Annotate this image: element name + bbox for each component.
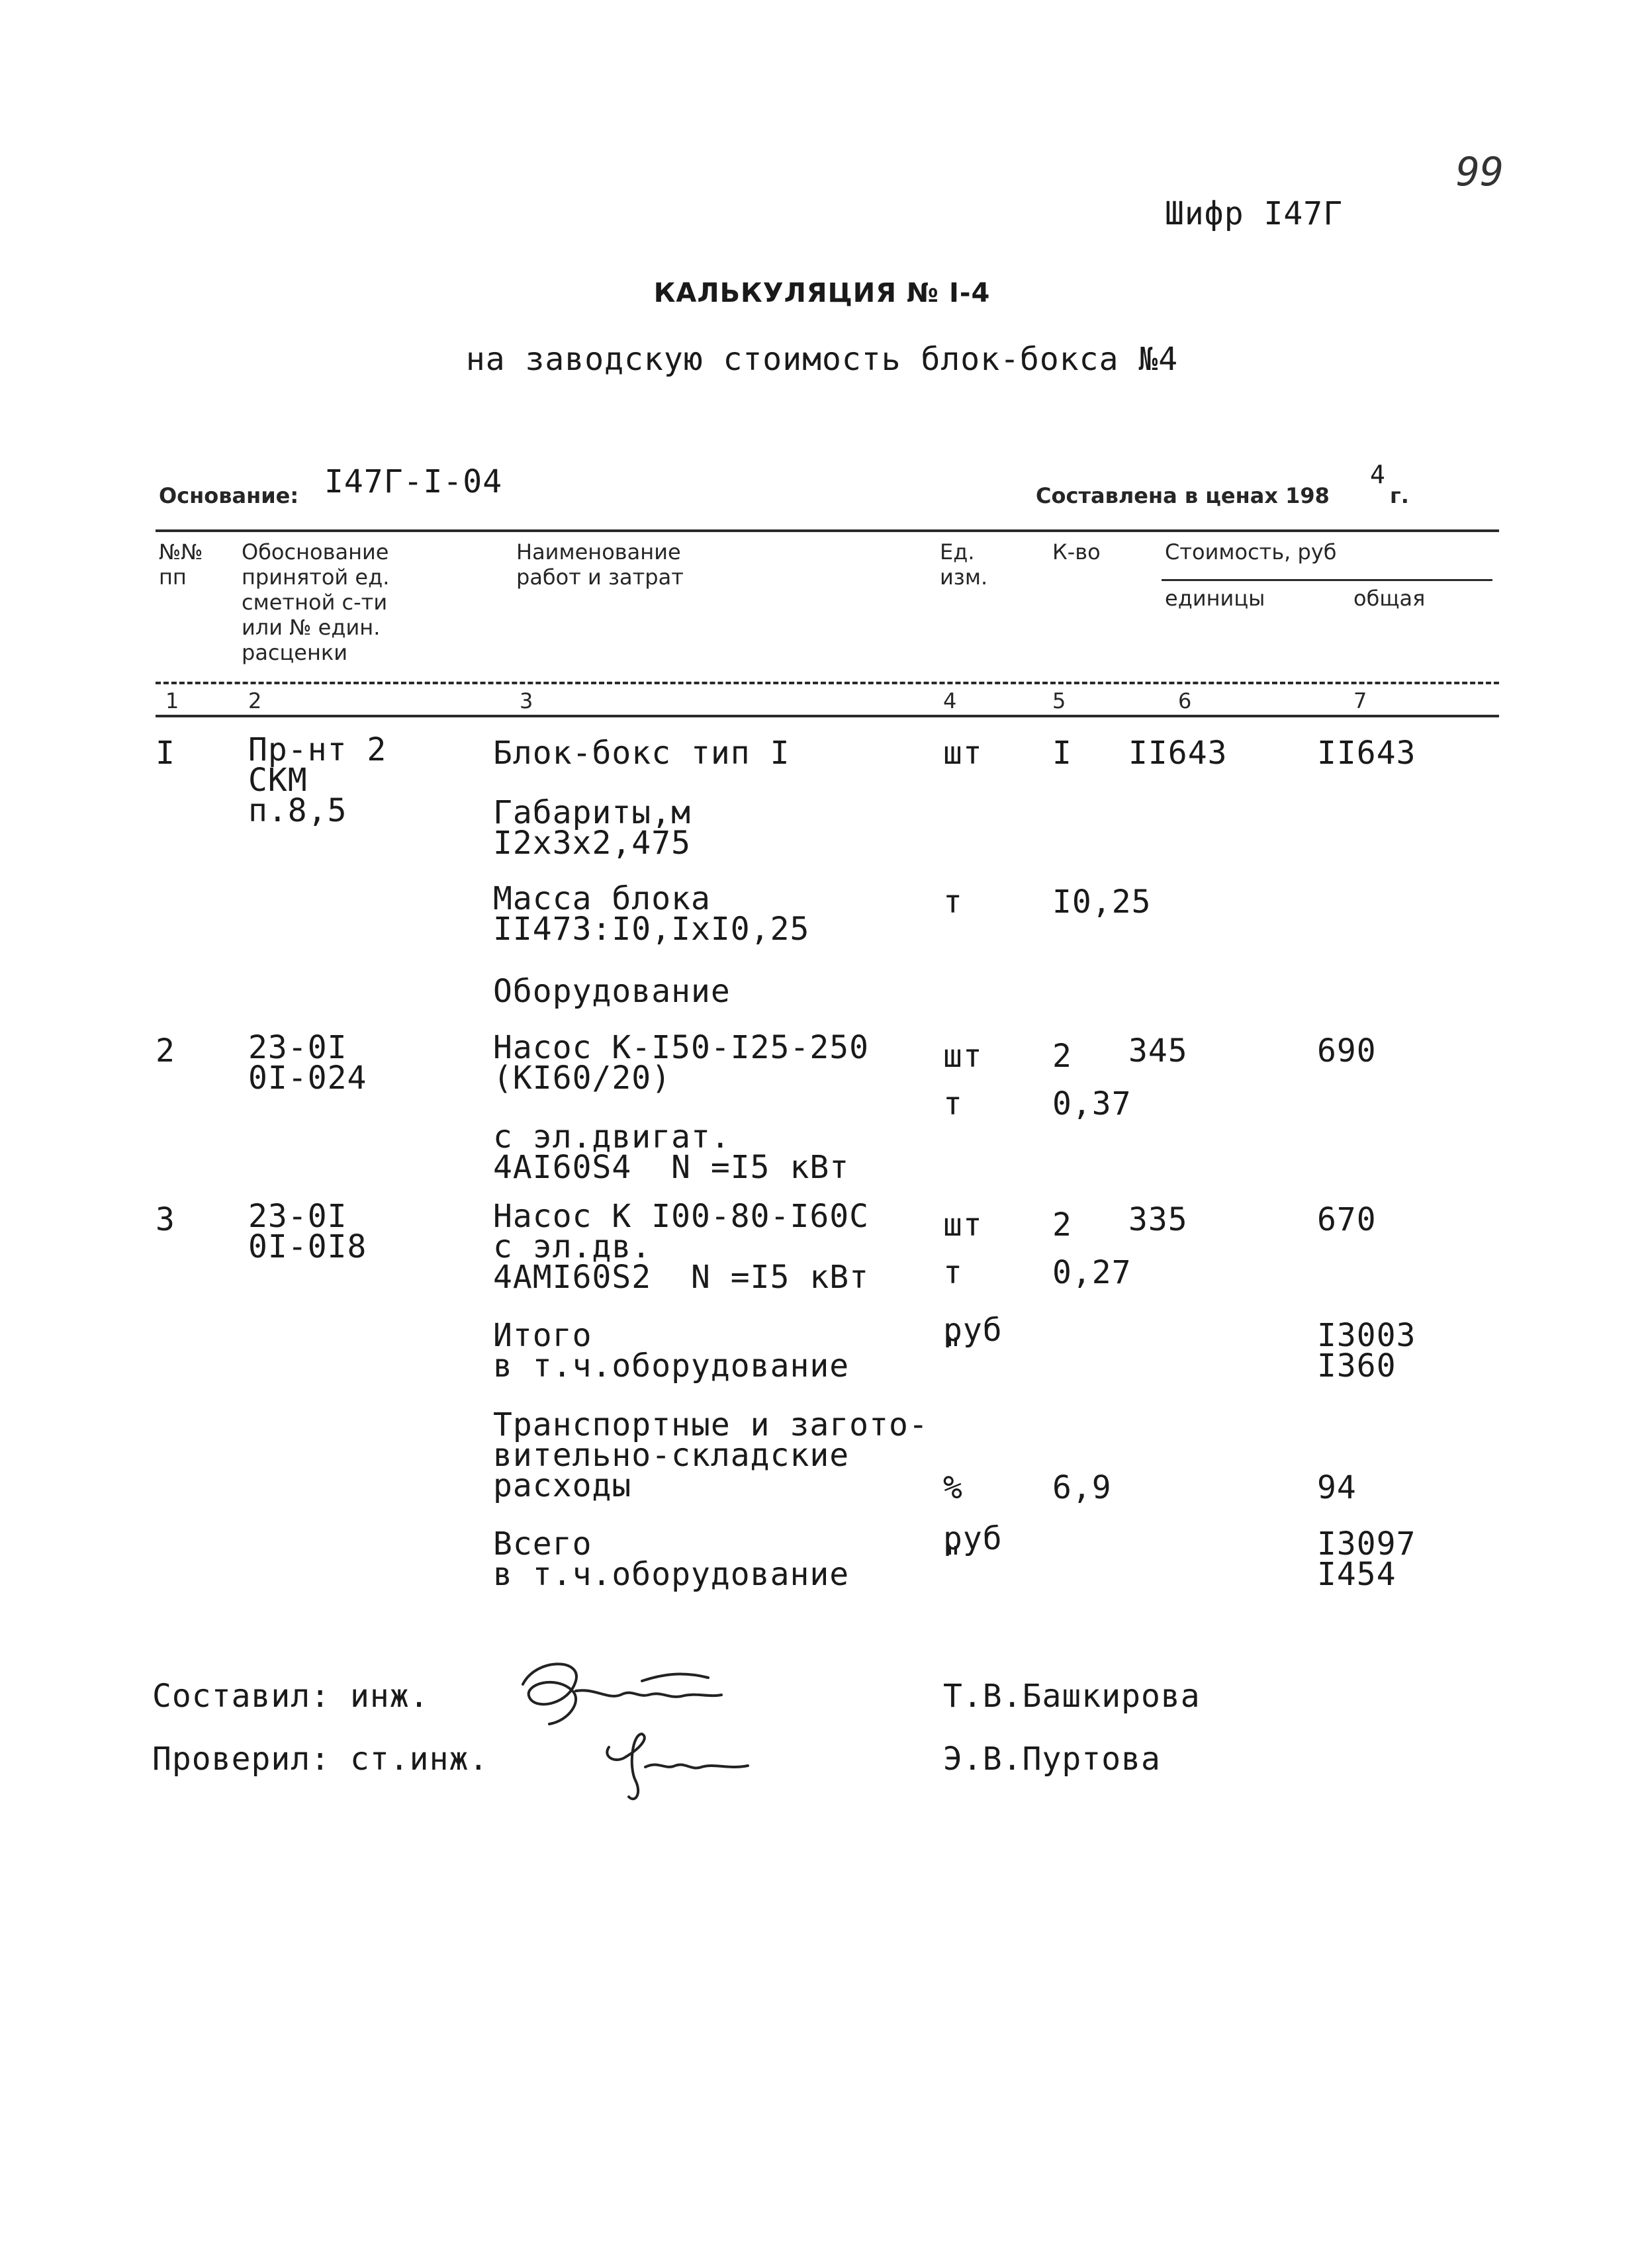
column-number: 5 [1052, 688, 1066, 713]
row-name: Насос К-I50-I25-250 (КI60/20) [493, 1029, 870, 1097]
basis-label: Основание: [159, 483, 299, 508]
row-unit: шт [943, 735, 983, 772]
header-basis: Обоснование принятой ед. сметной с-ти или № един. расценки [242, 539, 390, 665]
column-number: 4 [943, 688, 957, 713]
transport-rate: 6,9 [1052, 1469, 1112, 1506]
compiler-signature [510, 1651, 735, 1737]
header-cost-unit: единицы [1165, 586, 1265, 611]
grand-total-unit: руб " [943, 1520, 1003, 1577]
compiler-name: Т.В.Башкирова [943, 1678, 1201, 1715]
transport-unit: % [943, 1469, 963, 1506]
subtotal-label: Итого в т.ч.оборудование [493, 1317, 850, 1384]
checker-name: Э.В.Пуртова [943, 1741, 1161, 1778]
column-numbers-rule [156, 715, 1499, 717]
table-top-rule [156, 529, 1499, 532]
row-total: 690 [1317, 1032, 1377, 1069]
row-name: Оборудование [493, 973, 731, 1010]
document-cipher: Шифр I47Г [1165, 195, 1344, 232]
row-name: Насос К I00-80-I60С с эл.дв. 4АМI60S2 N =I5 кВт [493, 1198, 870, 1296]
row-unit: шт т [943, 1038, 983, 1122]
prices-label: Составлена в ценах 198 [1036, 483, 1330, 508]
header-name: Наименование работ и затрат [516, 539, 684, 590]
row-unit-price: 335 [1128, 1201, 1188, 1238]
row-unit: шт т [943, 1206, 983, 1291]
row-number: I [156, 735, 175, 772]
row-quantity: I [1052, 735, 1072, 772]
header-unit: Ед. изм. [940, 539, 988, 590]
prices-year: 4 [1370, 460, 1385, 489]
header-quantity: К-во [1052, 539, 1101, 565]
row-unit-price: II643 [1128, 735, 1228, 772]
header-cost: Стоимость, руб [1165, 539, 1337, 565]
page-number: 99 [1456, 149, 1504, 195]
transport-label: Транспортные и загото- вительно-складские расходы [493, 1406, 929, 1504]
row-total: 670 [1317, 1201, 1377, 1238]
row-total: II643 [1317, 735, 1416, 772]
compiled-by-label: Составил: инж. [152, 1678, 430, 1715]
row-name: Габариты,м I2х3х2,475 [493, 794, 691, 862]
document-subtitle: на заводскую стоимость блок-бокса №4 [465, 341, 1179, 378]
row-number: 2 [156, 1032, 175, 1069]
column-number: 7 [1353, 688, 1367, 713]
column-number: 3 [520, 688, 533, 713]
subtotal-unit: руб " [943, 1312, 1003, 1369]
row-quantity: I0,25 [1052, 884, 1152, 921]
row-name: Блок-бокс тип I [493, 735, 790, 772]
header-bottom-rule [156, 682, 1499, 684]
row-quantity: 2 0,27 [1052, 1206, 1132, 1291]
transport-total: 94 [1317, 1469, 1357, 1506]
cost-subheader-rule [1162, 579, 1492, 581]
header-number: №№ пп [159, 539, 203, 590]
row-basis: Пр-нт 2 СКМ п.8,5 [248, 731, 387, 829]
subtotal-total: I3003 I360 [1317, 1317, 1416, 1384]
row-number: 3 [156, 1201, 175, 1238]
row-basis: 23-0I 0I-024 [248, 1029, 367, 1097]
row-name: Масса блока II473:I0,IхI0,25 [493, 880, 810, 948]
row-quantity: 2 0,37 [1052, 1038, 1132, 1122]
header-cost-total: общая [1353, 586, 1426, 611]
column-number: 2 [248, 688, 262, 713]
column-number: 6 [1178, 688, 1192, 713]
row-unit-price: 345 [1128, 1032, 1188, 1069]
grand-total-value: I3097 I454 [1317, 1525, 1416, 1593]
document-title: КАЛЬКУЛЯЦИЯ № I-4 [653, 278, 991, 308]
checker-signature [596, 1727, 768, 1807]
prices-suffix: г. [1390, 483, 1409, 508]
checked-by-label: Проверил: ст.инж. [152, 1741, 489, 1778]
row-basis: 23-0I 0I-0I8 [248, 1198, 367, 1265]
basis-value: I47Г-I-04 [324, 463, 503, 500]
column-number: 1 [165, 688, 179, 713]
row-name: с эл.двигат. 4АI60S4 N =I5 кВт [493, 1118, 850, 1186]
grand-total-label: Всего в т.ч.оборудование [493, 1525, 850, 1593]
row-unit: т [943, 884, 963, 921]
